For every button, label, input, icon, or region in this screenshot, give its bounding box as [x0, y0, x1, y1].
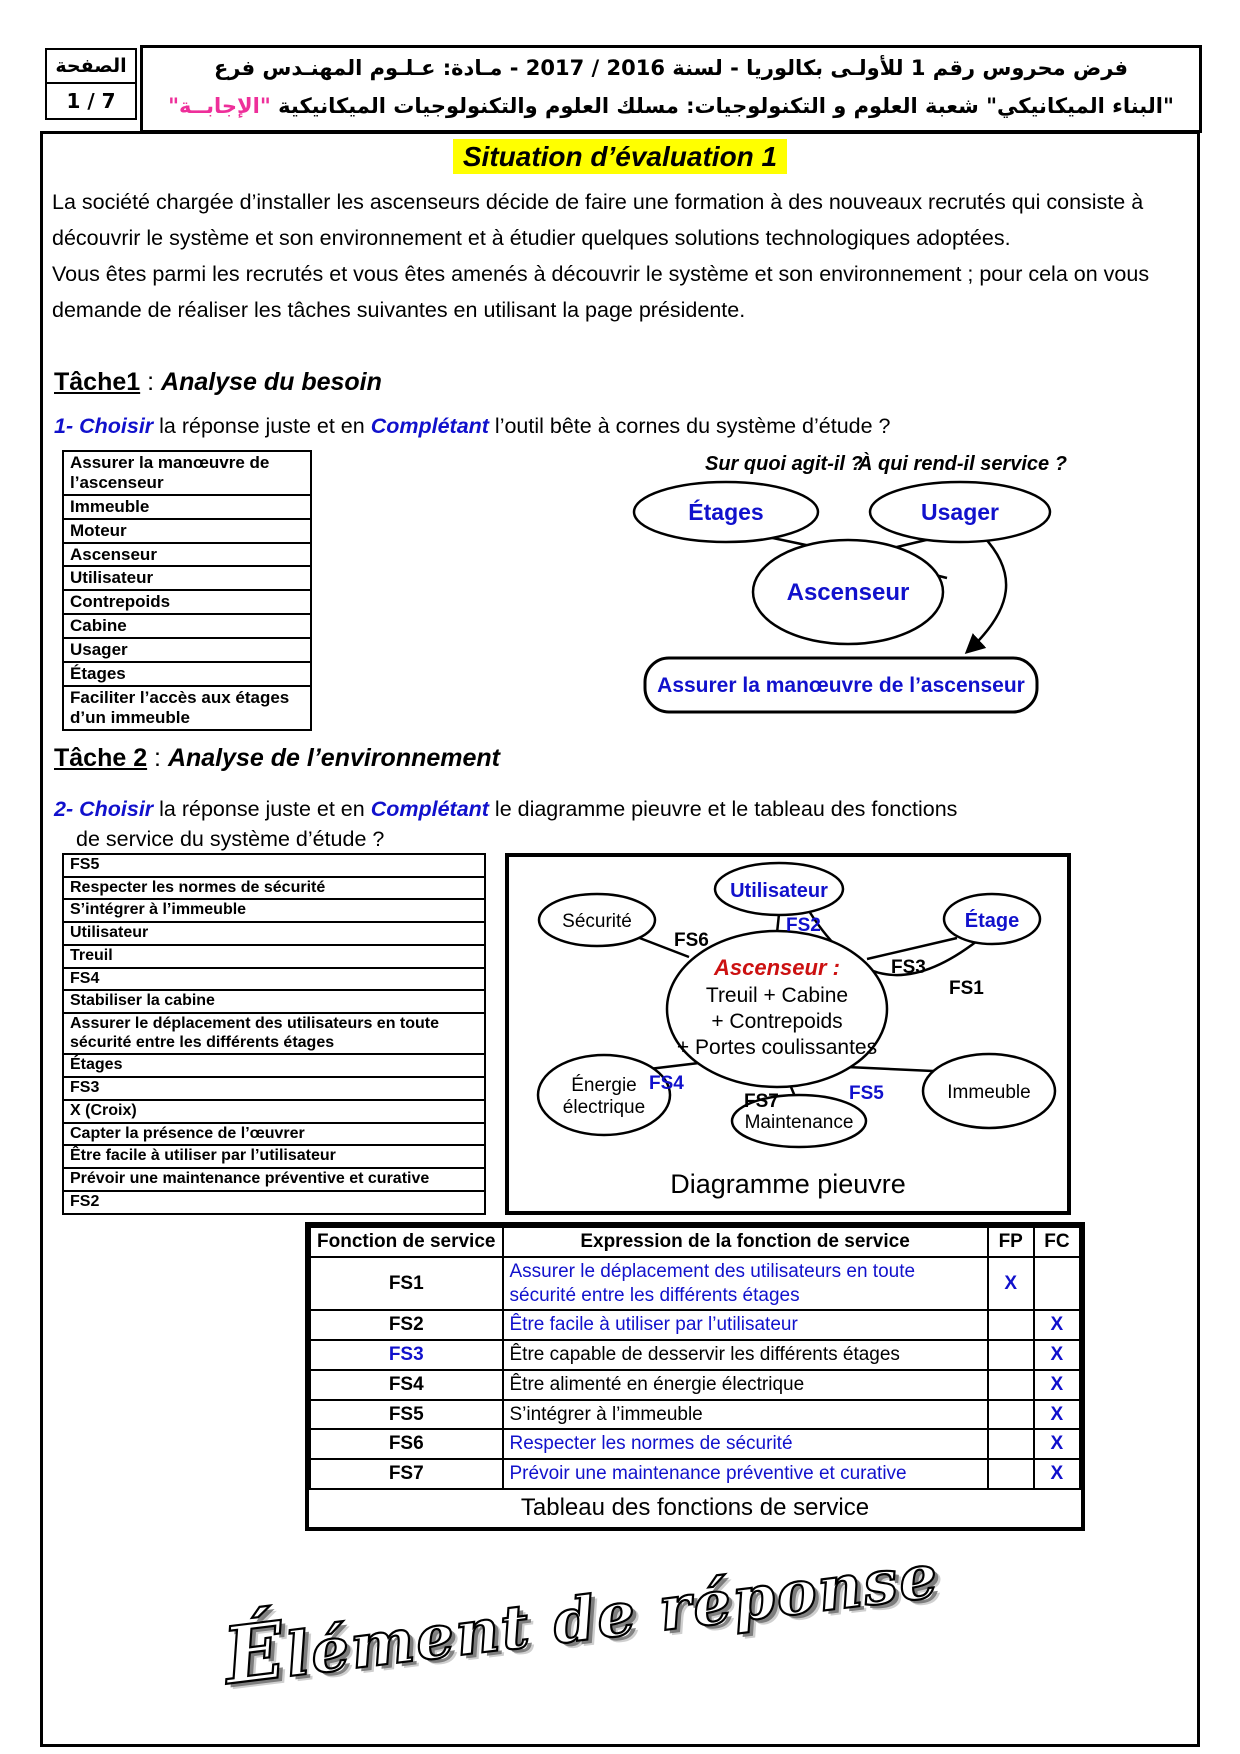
pieuvre-system-line1: Treuil + Cabine	[705, 984, 849, 1007]
situation-title: Situation d’évaluation 1	[453, 139, 787, 174]
option-cell: Treuil	[63, 945, 485, 968]
question-2-end: le diagramme pieuvre et le tableau des fonctions	[488, 797, 958, 821]
pieuvre-etage-label: Étage	[964, 910, 1020, 932]
option-cell: Cabine	[63, 614, 311, 638]
table-row	[63, 1013, 485, 1054]
tache1-label: Tâche1	[54, 368, 141, 396]
bete-question-right: À qui rend-il service ?	[858, 453, 1067, 475]
option-cell: S’intégrer à l’immeuble	[63, 899, 485, 922]
fp-cell	[988, 1429, 1034, 1459]
fs-cell: FS2	[310, 1310, 503, 1340]
pieuvre-system-line2: + Contrepoids	[711, 1010, 843, 1033]
fp-cell	[988, 1340, 1034, 1370]
option-cell: Capter la présence de l’œuvrer	[63, 1123, 485, 1146]
tache2-options-table	[62, 853, 486, 1215]
pieuvre-securite-label: Sécurité	[562, 911, 632, 932]
fp-cell	[988, 1310, 1034, 1340]
fp-cell	[988, 1400, 1034, 1430]
functions-table-box	[305, 1222, 1085, 1531]
fs3-label: FS3	[891, 957, 926, 978]
bete-question-left: Sur quoi agit-il ?	[705, 453, 863, 475]
option-cell: Respecter les normes de sécurité	[63, 877, 485, 900]
fp-cell	[988, 1370, 1034, 1400]
exam-header	[140, 45, 1202, 133]
option-cell: Faciliter l’accès aux étages d’un immeuble	[63, 686, 311, 730]
option-cell: Ascenseur	[63, 543, 311, 567]
pieuvre-maintenance-label: Maintenance	[744, 1112, 854, 1133]
fs-cell: FS1	[310, 1257, 503, 1311]
expression-cell: Être capable de desservir les différents étages	[503, 1340, 988, 1370]
pieuvre-caption: Diagramme pieuvre	[670, 1169, 906, 1199]
table-row	[63, 519, 311, 543]
option-cell: X (Croix)	[63, 1100, 485, 1123]
table-row	[63, 1123, 485, 1146]
question-1-keyword: Complétant	[370, 414, 489, 438]
expression-cell: Assurer le déplacement des utilisateurs en toute sécurité entre les différents étages	[503, 1257, 988, 1311]
fs4-label: FS4	[649, 1073, 684, 1094]
pieuvre-system-line3: + Portes coulissantes	[676, 1036, 878, 1059]
option-cell: Usager	[63, 638, 311, 662]
option-cell: Étages	[63, 662, 311, 686]
pieuvre-energie-label-line1: Énergie	[571, 1075, 637, 1096]
fs-cell: FS6	[310, 1429, 503, 1459]
pieuvre-energie-label-line2: électrique	[562, 1097, 646, 1118]
table-row	[310, 1459, 1080, 1489]
tache1-heading	[54, 368, 382, 397]
fs2-label: FS2	[786, 915, 821, 936]
fs-cell: FS5	[310, 1400, 503, 1430]
col-header-fonction: Fonction de service	[310, 1227, 503, 1257]
table-row	[310, 1257, 1080, 1311]
option-cell: Moteur	[63, 519, 311, 543]
intro-paragraph-1: La société chargée d’installer les ascenseurs décide de faire une formation à des nouveaux recrutés qui consiste à découvrir le système et son environnement et à étudier quelques solutions technologiques adoptées.	[52, 190, 1144, 250]
pieuvre-utilisateur-label: Utilisateur	[730, 880, 828, 902]
question-1-number: 1- Choisir	[54, 414, 154, 438]
bete-need-arrow	[967, 536, 1006, 652]
answer-watermark: Élément de réponse	[219, 1541, 944, 1703]
pieuvre-line-fs5	[847, 1067, 933, 1071]
fc-cell: X	[1034, 1340, 1080, 1370]
question-1-mid: la réponse juste et en	[153, 414, 371, 438]
tache1-options-table	[62, 450, 312, 731]
tache2-sep: :	[147, 744, 168, 772]
fs-cell: FS7	[310, 1459, 503, 1489]
situation-title-wrap	[0, 141, 1240, 173]
fs6-label: FS6	[674, 930, 709, 951]
fc-cell: X	[1034, 1310, 1080, 1340]
expression-cell: Être facile à utiliser par l’utilisateur	[503, 1310, 988, 1340]
bete-a-cornes-diagram	[615, 440, 1190, 725]
tache2-heading	[54, 744, 500, 773]
expression-cell: S’intégrer à l’immeuble	[503, 1400, 988, 1430]
table-row	[63, 1100, 485, 1123]
option-cell: FS2	[63, 1191, 485, 1214]
exam-header-line1: فرض محروس رقم 1 للأولـى بكالوريا - لسنة 2016 / 2017 - مـادة: عـلـوم المهنـدس فرع	[213, 56, 1129, 80]
option-cell: FS3	[63, 1077, 485, 1100]
intro-paragraphs	[52, 184, 1192, 328]
table-row	[63, 686, 311, 730]
table-row	[63, 1168, 485, 1191]
table-row	[310, 1400, 1080, 1430]
table-row	[63, 945, 485, 968]
table-row	[63, 1054, 485, 1077]
option-cell: Étages	[63, 1054, 485, 1077]
pieuvre-immeuble-label: Immeuble	[947, 1082, 1031, 1103]
option-cell: Assurer la manœuvre de l’ascenseur	[63, 451, 311, 495]
fc-cell: X	[1034, 1429, 1080, 1459]
fs-cell: FS3	[310, 1340, 503, 1370]
fs-cell: FS4	[310, 1370, 503, 1400]
question-2-keyword: Complétant	[370, 797, 489, 821]
tache1-sep: :	[140, 368, 162, 396]
option-cell: Stabiliser la cabine	[63, 990, 485, 1013]
intro-paragraph-2: Vous êtes parmi les recrutés et vous êtes amenés à découvrir le système et son environnement ; pour cela on vous demande de réaliser les tâches suivantes en utilisant la page présidente.	[52, 262, 1150, 322]
table-row	[310, 1310, 1080, 1340]
table-row	[63, 1077, 485, 1100]
table-row	[63, 1145, 485, 1168]
option-cell: Utilisateur	[63, 566, 311, 590]
table-row	[63, 638, 311, 662]
bete-right-label: Usager	[921, 499, 999, 525]
table-row	[63, 451, 311, 495]
pieuvre-diagram	[509, 857, 1067, 1211]
pieuvre-diagram-box	[505, 853, 1071, 1215]
page-label: الصفحة	[55, 55, 127, 77]
exam-header-line2	[143, 88, 1199, 124]
table-row	[310, 1429, 1080, 1459]
expression-cell: Respecter les normes de sécurité	[503, 1429, 988, 1459]
table-row	[63, 968, 485, 991]
pieuvre-line-fs3	[867, 938, 957, 959]
tache2-label: Tâche 2	[54, 744, 148, 772]
question-1-end: l’outil bête à cornes du système d’étude ?	[488, 414, 891, 438]
option-cell: Prévoir une maintenance préventive et curative	[63, 1168, 485, 1191]
table-row	[63, 662, 311, 686]
col-header-fc: FC	[1034, 1227, 1080, 1257]
option-cell: Assurer le déplacement des utilisateurs en toute sécurité entre les différents étages	[63, 1013, 485, 1054]
fc-cell	[1034, 1257, 1080, 1311]
bete-need-label: Assurer la manœuvre de l’ascenseur	[657, 674, 1025, 697]
table-row	[63, 543, 311, 567]
table-header-row	[310, 1227, 1080, 1257]
page-number-box	[45, 48, 137, 120]
question-2-number: 2- Choisir	[54, 797, 154, 821]
question-2-mid: la réponse juste et en	[153, 797, 371, 821]
table-row	[310, 1370, 1080, 1400]
table-row	[63, 495, 311, 519]
tache2-title: Analyse de l’environnement	[167, 744, 500, 772]
option-cell: Utilisateur	[63, 922, 485, 945]
option-cell: FS5	[63, 854, 485, 877]
table-row	[63, 990, 485, 1013]
fc-cell: X	[1034, 1459, 1080, 1489]
option-cell: FS4	[63, 968, 485, 991]
pieuvre-system-title: Ascenseur :	[714, 955, 840, 980]
fc-cell: X	[1034, 1400, 1080, 1430]
fp-cell	[988, 1459, 1034, 1489]
fc-cell: X	[1034, 1370, 1080, 1400]
table-row	[63, 566, 311, 590]
bete-left-label: Étages	[688, 499, 764, 525]
functions-table	[309, 1226, 1081, 1490]
page-number: 1 / 7	[47, 82, 135, 118]
table-row	[63, 590, 311, 614]
question-1	[54, 414, 891, 439]
question-2	[54, 794, 957, 854]
option-cell: Être facile à utiliser par l’utilisateur	[63, 1145, 485, 1168]
option-cell: Immeuble	[63, 495, 311, 519]
table-row	[63, 877, 485, 900]
col-header-fp: FP	[988, 1227, 1034, 1257]
exam-header-line2-text: "البناء الميكانيكي" شعبة العلوم و التكنولوجيات: مسلك العلوم والتكنولوجيات الميكانيكية	[270, 94, 1174, 118]
expression-cell: Prévoir une maintenance préventive et curative	[503, 1459, 988, 1489]
fs7-label: FS7	[744, 1091, 779, 1112]
table-row	[63, 1191, 485, 1214]
fp-cell: X	[988, 1257, 1034, 1311]
pieuvre-line-fs4	[649, 1063, 699, 1069]
fs5-label: FS5	[849, 1083, 884, 1104]
question-2-end2: de service du système d’étude ?	[76, 827, 385, 851]
table-row	[63, 614, 311, 638]
option-cell: Contrepoids	[63, 590, 311, 614]
col-header-expression: Expression de la fonction de service	[503, 1227, 988, 1257]
table-row	[63, 922, 485, 945]
functions-table-caption: Tableau des fonctions de service	[520, 1493, 870, 1521]
tache1-title: Analyse du besoin	[161, 368, 382, 396]
table-row	[310, 1340, 1080, 1370]
expression-cell: Être alimenté en énergie électrique	[503, 1370, 988, 1400]
table-row	[63, 854, 485, 877]
fs1-label: FS1	[949, 978, 984, 999]
bete-system-label: Ascenseur	[786, 579, 910, 606]
table-row	[63, 899, 485, 922]
exam-header-answer-word: "الإجابــة"	[168, 94, 271, 118]
